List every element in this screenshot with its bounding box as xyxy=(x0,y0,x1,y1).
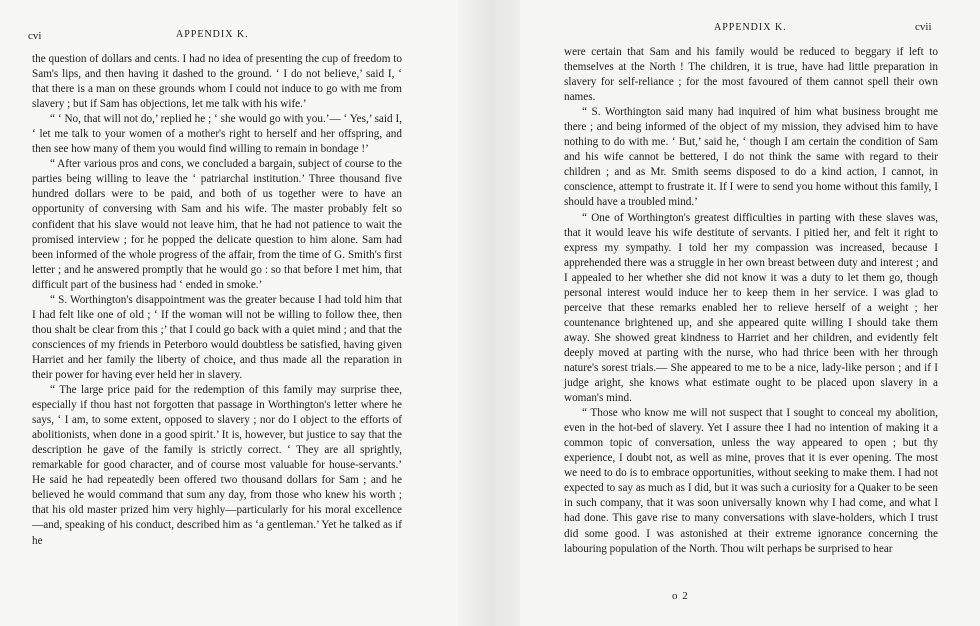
left-page xyxy=(0,0,458,626)
left-paragraph: “ The large price paid for the redemption of this family may surprise thee, especially if thou hast not forgotten that passage in Worthington's letter where he says, ‘ I am, to some extent, opposed to slavery ; nor do I object to the efforts of abolitionists, when done in a good spirit.’ It is, however, but justice to say that the description he gave of the family is strictly correct. ‘ They are all sprightly, remarkable for good character, and of course most valuable for house-servants.’ He said he had repeatedly been offered two thousand dollars for Sam ; and he believed he would command that sum any day, from those who knew his worth ; that his old master prized him very highly—particularly for his moral excellence—and, speaking of his conduct, described him as ‘a gentleman.’ Yet he talked as if he xyxy=(32,384,402,547)
left-folio: cvi xyxy=(28,30,42,42)
right-paragraph: “ One of Worthington's greatest difficulties in parting with these slaves was, that it would leave his wife destitute of servants. I pitied her, and felt it right to express my sympathy. I told her my compassion was increased, because I apprehended there was a struggle in her own breast between duty and interest ; and I appealed to her whether she did not know it was a duty to let them go, though personal interest would induce her to keep them in her service. I was glad to perceive that these remarks enabled her to relieve herself of a weight ; her countenance brightened up, and she appeared quite willing I should take them away. She showed great kindness to Harriet and her children, and evidently felt deeply moved at parting with the nurse, who had thrice been with her through nature's sorest trials.— She appeared to me to be a nice, lady-like person ; and if I judge aright, she knows what estimate ought to be placed upon slavery in a woman's mind. xyxy=(564,211,938,405)
left-text-column xyxy=(32,52,402,549)
right-folio: cvii xyxy=(915,21,932,33)
left-paragraph: “ S. Worthington's disappointment was the greater because I had told him that I had felt like one of old ; ‘ If the woman will not be willing to follow thee, then thou shalt be clear from this ;’ that I could go back with a quiet mind ; and that the consciences of my friends in Peterboro would doubtless be satisfied, having given Harriet and her family the liberty of choice, and thus made all the reparation in their power for having ever held her in slavery. xyxy=(32,293,402,381)
book-gutter xyxy=(458,0,520,626)
right-page xyxy=(520,0,980,626)
right-paragraph: “ Those who know me will not suspect that I sought to conceal my abolition, even in the hot-bed of slavery. Yet I assure thee I had no intention of making it a common topic of conversation, unless the way appeared to open ; but thy experience, I doubt not, as well as mine, proves that it is ever opening. The most we need to do is to embrace opportunities, without seeking to make them. I had not expected to say as much as I did, but it was such a curiosity for a Quaker to be seen in such company, that it was soon universally known why I had come, and what I had done. This gave rise to many conversations with slave-holders, which I trust did some good. I was astonished at their extreme ignorance concerning the labouring population of the North. Thou wilt perhaps be surprised to hear xyxy=(564,407,938,555)
right-running-head: APPENDIX K. xyxy=(714,22,787,33)
left-paragraph: “ After various pros and cons, we concluded a bargain, subject of course to the parties being willing to leave the ‘ patriarchal institution.’ Three thousand five hundred dollars were to be paid, and both of us together were to have an opportunity of conversing with Sam and his wife. The master probably felt so confident that his slave would not leave him, that he had not patience to wait the promised interview ; for he popped the delicate question to him alone. Sam had been informed of the whole progress of the affair, from the time of G. Smith's first letter ; and he answered promptly that he would go : so that before I met him, that difficult part of the business had ‘ ended in smoke.’ xyxy=(32,158,402,291)
left-paragraph: the question of dollars and cents. I had no idea of presenting the cup of freedom to Sam's lips, and then having it dashed to the ground. ‘ I do not believe,’ said I, ‘ that there is a man on these grounds whom I could not induce to go with me from slavery ; but if Sam has objections, let me talk with his wife.’ xyxy=(32,53,402,111)
right-paragraph: “ S. Worthington said many had inquired of him what business brought me there ; and being informed of the object of my mission, they advised him to have nothing to do with me. ‘ But,’ said he, ‘ though I am certain the condition of Sam and his wife cannot be bettered, I do not think the same with regard to their children ; and as Mr. Smith seems disposed to do a kind action, I cannot, in conscience, attempt to frustrate it. If I were to send you home without this family, I should have a troubled mind.’ xyxy=(564,106,938,209)
left-paragraph: “ ‘ No, that will not do,’ replied he ; ‘ she would go with you.’— ‘ Yes,’ said I, ‘ let me talk to your women of a mother's right to herself and her offspring, and then see how many of them you would find willing to remain in bondage !’ xyxy=(32,113,402,156)
right-paragraph: were certain that Sam and his family would be reduced to beggary if left to themselves at the North ! The children, it is true, have had little preparation in slavery for self-reliance ; for the most favoured of them cannot spell their own names. xyxy=(564,46,938,104)
left-running-head: APPENDIX K. xyxy=(176,29,249,40)
right-text-column xyxy=(564,45,938,557)
signature-mark: o 2 xyxy=(672,590,689,602)
